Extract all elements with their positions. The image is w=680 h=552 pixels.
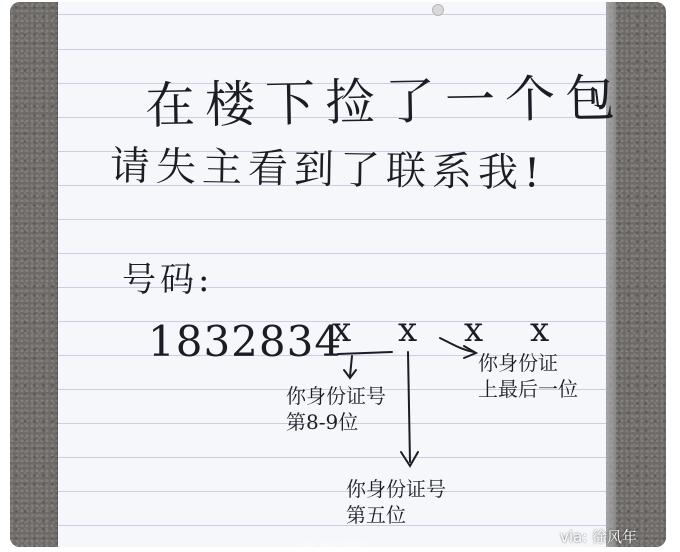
phone-label: 号码:: [122, 260, 214, 300]
note-line-found-bag: 在楼下捡了一个包: [144, 68, 626, 136]
underline-digits-8-9: [338, 352, 392, 354]
annotation-left: [286, 383, 386, 435]
annotation-bottom-line2: 第五位: [346, 503, 406, 527]
faint-watermark: 三味 @匆匆地行: [296, 541, 370, 552]
annotation-bottom-line1: 你身份证号: [346, 477, 446, 501]
annotation-right-line1: 你身份证: [478, 351, 558, 375]
annotation-left-line1: 你身份证号: [286, 384, 386, 408]
arrow-to-bottom-note: [408, 352, 410, 462]
phone-number-prefix: 1832834: [148, 317, 343, 366]
note-line-contact-me: 请失主看到了联系我!: [109, 143, 547, 197]
arrow-to-left-note: [350, 356, 352, 376]
source-watermark: via: 徐风年: [560, 528, 638, 546]
annotation-right: [478, 350, 578, 402]
phone-number-placeholders: x x x x: [332, 310, 568, 350]
annotation-left-line2: 第8-9位: [286, 410, 359, 434]
annotation-bottom: [346, 476, 446, 528]
annotation-right-line2: 上最后一位: [478, 377, 578, 401]
